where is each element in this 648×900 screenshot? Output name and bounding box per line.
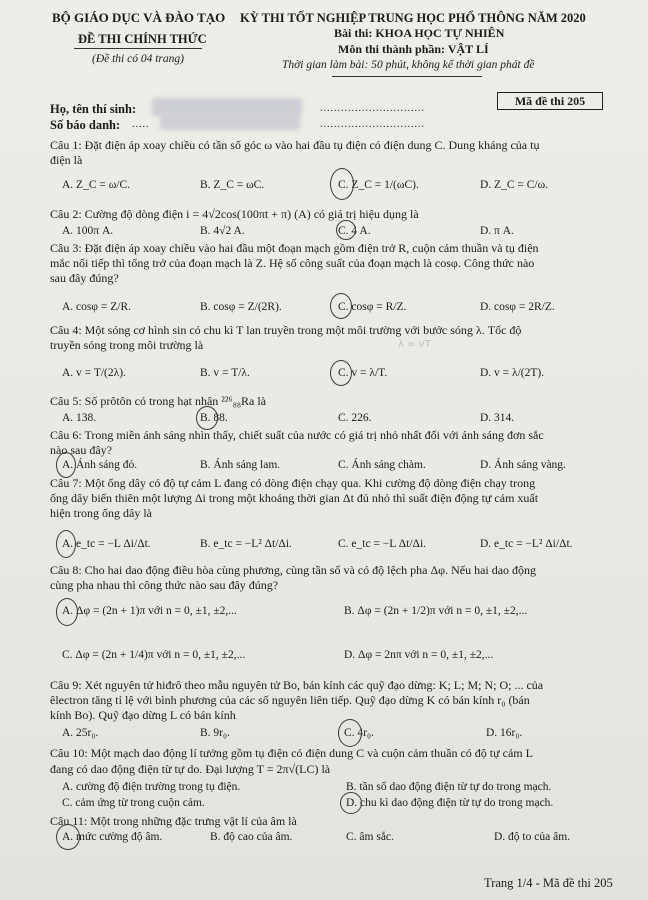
subject-label: Môn thi thành phần: VẬT LÍ — [338, 42, 489, 56]
question-7-option-a: A. e_tc = −L Δi/Δt. — [62, 538, 151, 550]
question-5-option-a: A. 138. — [62, 412, 97, 424]
question-1-option-d: D. Z_C = C/ω. — [480, 179, 549, 191]
question-8-text: Câu 8: Cho hai dao động điều hòa cùng phương, cùng tần số và có độ lệch pha Δφ. Nếu hai dao động — [50, 563, 537, 577]
time-note: Thời gian làm bài: 50 phút, không kể thời gian phát đề — [282, 59, 535, 71]
pencil-note: λ = vT — [398, 339, 431, 350]
candidate-name-label: Họ, tên thí sinh: — [50, 102, 137, 116]
redacted-id — [160, 114, 300, 130]
question-6-option-d: D. Ánh sáng vàng. — [480, 459, 566, 471]
question-1-text: Câu 1: Đặt điện áp xoay chiều có tần số góc ω vào hai đầu tụ điện có điện dung C. Dung kháng của tụ — [50, 138, 540, 152]
answer-circle-q5 — [196, 406, 218, 430]
question-10-option-c: C. cảm ứng từ trong cuộn cảm. — [62, 797, 205, 809]
question-3-text-2: mắc nối tiếp thì tổng trở của đoạn mạch là Z. Hệ số công suất của đoạn mạch là cosφ. Công thức nào — [50, 256, 535, 270]
question-4-option-c: C. v = λ/T. — [338, 367, 388, 379]
answer-circle-q9 — [338, 719, 362, 747]
ministry-title: BỘ GIÁO DỤC VÀ ĐÀO TẠO — [52, 10, 226, 25]
question-2-option-a: A. 100π A. — [62, 225, 114, 237]
question-5-text: Câu 5: Số prôtôn có trong hạt nhân ²²⁶₈₈Ra là — [50, 394, 267, 408]
question-8-option-b: B. Δφ = (2n + 1/2)π với n = 0, ±1, ±2,... — [344, 605, 528, 617]
answer-circle-q4 — [330, 360, 352, 386]
question-5-option-c: C. 226. — [338, 412, 372, 424]
question-7-text-2: ống dây biến thiên một lượng Δi trong một khoảng thời gian Δt đủ nhỏ thì suất điện động tự cảm xuất — [50, 491, 539, 505]
question-10-text-2: đang có dao động điện từ tự do. Đại lượng T = 2π√(LC) là — [50, 762, 331, 776]
question-6-option-a: A. Ánh sáng đỏ. — [62, 459, 138, 471]
question-1-option-b: B. Z_C = ωC. — [200, 179, 265, 191]
question-3-option-a: A. cosφ = Z/R. — [62, 301, 132, 313]
question-7-text-3: hiện trong ống dây là — [50, 506, 152, 520]
answer-circle-q3 — [330, 293, 352, 319]
answer-circle-q11 — [56, 824, 80, 850]
question-11-option-a: A. mức cường độ âm. — [62, 831, 163, 843]
question-1-option-c: C. Z_C = 1/(ωC). — [338, 179, 419, 191]
question-9-text: Câu 9: Xét nguyên tử hiđrô theo mẫu nguyên tử Bo, bán kính các quỹ đạo dừng: K; L; M; N; O; ... của — [50, 678, 544, 692]
question-4-text: Câu 4: Một sóng cơ hình sin có chu kì T lan truyền trong một môi trường với bước sóng λ. Tốc độ — [50, 323, 522, 337]
question-11-option-d: D. độ to của âm. — [494, 831, 571, 843]
question-3-option-d: D. cosφ = 2R/Z. — [480, 301, 555, 313]
question-9-option-c: C. 4r₀. — [344, 727, 374, 739]
question-5-option-d: D. 314. — [480, 412, 515, 424]
question-8-option-d: D. Δφ = 2nπ với n = 0, ±1, ±2,... — [344, 649, 494, 661]
question-4-option-d: D. v = λ/(2T). — [480, 367, 545, 379]
answer-circle-q2 — [336, 220, 356, 240]
question-6-option-b: B. Ánh sáng lam. — [200, 459, 281, 471]
page-footer: Trang 1/4 - Mã đề thi 205 — [484, 876, 613, 890]
answer-circle-q6 — [56, 452, 76, 478]
question-4-option-a: A. v = T/(2λ). — [62, 367, 126, 379]
question-5-option-b: B. 88. — [200, 412, 228, 424]
answer-circle-q7 — [56, 530, 76, 558]
exam-code-box: Mã đề thi 205 — [497, 92, 603, 110]
question-6-text-2: nào sau đây? — [50, 443, 112, 457]
question-10-text: Câu 10: Một mạch dao động lí tưởng gồm tụ điện có điện dung C và cuộn cảm thuần có độ tự cảm L — [50, 746, 533, 760]
question-2-option-b: B. 4√2 A. — [200, 225, 245, 237]
name-dots: .............................. — [320, 103, 425, 114]
question-2-option-d: D. π A. — [480, 225, 514, 237]
answer-circle-q1 — [330, 168, 354, 200]
answer-circle-q10 — [340, 792, 362, 814]
question-4-text-2: truyền sóng trong môi trường là — [50, 338, 204, 352]
question-11-option-b: B. độ cao của âm. — [210, 831, 293, 843]
question-9-option-b: B. 9r₀. — [200, 727, 230, 739]
question-6-option-c: C. Ánh sáng chàm. — [338, 459, 426, 471]
question-11-text: Câu 11: Một trong những đặc trưng vật lí của âm là — [50, 814, 297, 828]
question-10-option-d: D. chu kì dao động điện từ tự do trong mạch. — [346, 797, 554, 809]
question-7-option-d: D. e_tc = −L² Δi/Δt. — [480, 538, 573, 550]
question-1-option-a: A. Z_C = ω/C. — [62, 179, 131, 191]
question-3-option-b: B. cosφ = Z/(2R). — [200, 301, 282, 313]
question-1-text-2: điện là — [50, 153, 83, 167]
candidate-id-label: Số báo danh: — [50, 118, 121, 132]
question-2-option-c: C. 4 A. — [338, 225, 371, 237]
question-4-option-b: B. v = T/λ. — [200, 367, 250, 379]
question-2-text: Câu 2: Cường độ dòng điện i = 4√2cos(100πt + π) (A) có giá trị hiệu dụng là — [50, 207, 419, 221]
question-7-option-c: C. e_tc = −L Δt/Δi. — [338, 538, 427, 550]
question-9-option-d: D. 16r₀. — [486, 727, 523, 739]
question-8-option-c: C. Δφ = (2n + 1/4)π với n = 0, ±1, ±2,... — [62, 649, 246, 661]
question-3-text-3: sau đây đúng? — [50, 271, 119, 285]
exam-section: Bài thi: KHOA HỌC TỰ NHIÊN — [334, 26, 505, 40]
question-6-text: Câu 6: Trong miền ánh sáng nhìn thấy, chiết suất của nước có giá trị nhỏ nhất đối với ánh sáng đơn sắc — [50, 428, 544, 442]
question-3-text: Câu 3: Đặt điện áp xoay chiều vào hai đầu một đoạn mạch gồm điện trở R, cuộn cảm thuần và tụ điện — [50, 241, 539, 255]
official-label: ĐỀ THI CHÍNH THỨC — [78, 32, 207, 46]
question-9-text-2: êlectron tăng tỉ lệ với bình phương của các số nguyên liên tiếp. Quỹ đạo dừng K có bán kính r₀ (bán — [50, 693, 530, 707]
answer-circle-q8 — [56, 598, 78, 626]
id-dots: ..... — [132, 119, 150, 130]
question-9-option-a: A. 25r₀. — [62, 727, 99, 739]
question-8-text-2: cùng pha nhau thì công thức nào sau đây đúng? — [50, 578, 279, 592]
id-dots-right: .............................. — [320, 119, 425, 130]
question-7-text: Câu 7: Một ống dây có độ tự cảm L đang có dòng điện chạy qua. Khi cường độ dòng điện chạy trong — [50, 476, 536, 490]
question-7-option-b: B. e_tc = −L² Δt/Δi. — [200, 538, 292, 550]
question-3-option-c: C. cosφ = R/Z. — [338, 301, 407, 313]
question-8-option-a: A. Δφ = (2n + 1)π với n = 0, ±1, ±2,... — [62, 605, 237, 617]
exam-title: KỲ THI TỐT NGHIỆP TRUNG HỌC PHỔ THÔNG NĂM 2020 — [240, 11, 586, 25]
question-10-option-a: A. cường độ điện trường trong tụ điện. — [62, 781, 241, 793]
pages-note: (Đề thi có 04 trang) — [92, 53, 184, 65]
question-9-text-3: kính Bo). Quỹ đạo dừng L có bán kính — [50, 708, 236, 722]
question-10-option-b: B. tần số dao động điện từ tự do trong mạch. — [346, 781, 552, 793]
question-11-option-c: C. âm sắc. — [346, 831, 394, 843]
